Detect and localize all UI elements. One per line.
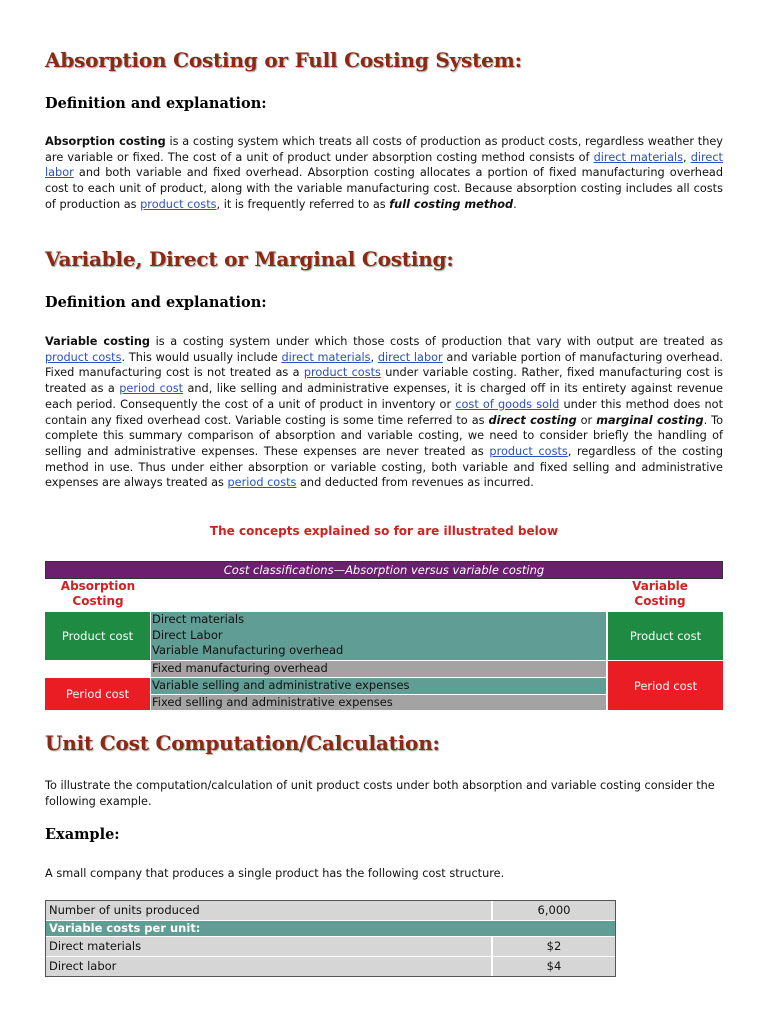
link-product-costs[interactable]: product costs bbox=[303, 366, 381, 380]
row-fixed-manufacturing-overhead: Fixed manufacturing overhead bbox=[151, 661, 606, 677]
table-row bbox=[46, 956, 615, 976]
link-direct-materials[interactable]: direct materials bbox=[281, 350, 371, 364]
term-full-costing-method: full costing method bbox=[389, 197, 514, 211]
link-product-costs[interactable]: product costs bbox=[489, 444, 568, 458]
row-variable-manufacturing-overhead: Variable Manufacturing overhead bbox=[152, 643, 344, 657]
heading-unit-cost-computation: Unit Cost Computation/Calculation: bbox=[45, 731, 440, 755]
text: or bbox=[576, 413, 597, 427]
link-direct-materials[interactable]: direct materials bbox=[593, 150, 684, 164]
subheading-definition-2: Definition and explanation: bbox=[45, 294, 267, 311]
row-direct-materials: Direct materials bbox=[152, 612, 245, 626]
text: under variable costing. Rather, fixed manufacturing cost is treated as a bbox=[45, 366, 723, 396]
link-cost-of-goods-sold[interactable]: cost of goods sold bbox=[455, 397, 560, 411]
text: , bbox=[370, 350, 378, 364]
left-product-cost-cell: Product cost bbox=[45, 612, 150, 660]
text: and, like selling and administrative expenses, it is charged off in its entirety against revenue each period. Consequently the cost of a unit of product in inventory or bbox=[45, 382, 724, 411]
heading-variable-costing: Variable, Direct or Marginal Costing: bbox=[45, 247, 454, 271]
text: . To complete this summary comparison of absorption and variable costing, we need to consider briefly the handling of selling and administrative expenses. These expenses are never treated as bbox=[45, 413, 724, 458]
term-absorption-costing: Absorption costing bbox=[45, 135, 166, 148]
text: , regardless of the costing method in use. Thus under either absorption or variable costing, both variable and fixed selling and administrative expenses are always treated as bbox=[45, 444, 723, 490]
paragraph-variable-costing bbox=[45, 334, 723, 491]
term-marginal-costing: marginal costing bbox=[596, 413, 704, 427]
paragraph-unit-cost-intro: To illustrate the computation/calculation of unit product costs under both absorption and variable costing consider the following example. bbox=[45, 779, 715, 808]
term-variable-costing: Variable costing bbox=[45, 335, 150, 348]
link-direct-labor[interactable]: direct labor bbox=[377, 350, 443, 364]
paragraph-example: A small company that produces a single product has the following cost structure. bbox=[45, 867, 505, 880]
absorption-costing-column-head: Absorption Costing bbox=[60, 579, 136, 608]
cost-classification-table bbox=[45, 561, 723, 709]
table-row bbox=[46, 936, 615, 956]
text: , it is frequently referred to as bbox=[216, 197, 390, 211]
table-row bbox=[46, 901, 615, 920]
table-subheader-row bbox=[46, 920, 615, 936]
text: and deducted from revenues as incurred. bbox=[296, 476, 534, 490]
term-direct-costing: direct costing bbox=[488, 413, 577, 427]
text: and variable portion of manufacturing overhead. Fixed manufacturing cost is not treated as a bbox=[45, 350, 723, 380]
right-product-cost-cell: Product cost bbox=[608, 612, 723, 660]
text: and both variable and fixed overhead. Absorption costing allocates a portion of fixed manufacturing overhead cost to each unit of product, along with the variable manufacturing cost. Because absorption costing includes all costs of production as bbox=[45, 166, 723, 211]
variable-costing-column-head: Variable Costing bbox=[632, 579, 688, 608]
variable-costs-subheader: Variable costs per unit: bbox=[46, 921, 615, 936]
row-variable-selling-admin: Variable selling and administrative expenses bbox=[151, 678, 606, 694]
cell-label: Direct materials bbox=[46, 937, 491, 956]
variable-manufacturing-costs-block bbox=[151, 612, 606, 660]
cell-value: 6,000 bbox=[491, 901, 615, 920]
classification-table-header: Cost classifications—Absorption versus variable costing bbox=[45, 561, 723, 579]
text: is a costing system which treats all costs of production as product costs, regardless weather they are variable or fixed. The cost of a unit of product under absorption costing method consists of bbox=[45, 135, 723, 164]
left-period-cost-cell: Period cost bbox=[45, 678, 150, 710]
concepts-caption: The concepts explained so for are illustrated below bbox=[209, 524, 559, 538]
link-period-cost[interactable]: period cost bbox=[119, 382, 184, 396]
link-product-costs[interactable]: product costs bbox=[140, 197, 217, 211]
row-fixed-selling-admin: Fixed selling and administrative expenses bbox=[151, 695, 606, 710]
text: . This would usually include bbox=[121, 350, 282, 364]
link-period-costs[interactable]: period costs bbox=[227, 476, 297, 490]
cost-structure-table bbox=[45, 900, 616, 977]
cell-value: $4 bbox=[491, 957, 615, 976]
heading-absorption-costing: Absorption Costing or Full Costing System: bbox=[45, 48, 522, 72]
text: under this method does not contain any fixed overhead cost. Variable costing is some time referred to as bbox=[45, 397, 723, 427]
cell-label: Direct labor bbox=[46, 957, 491, 976]
cell-label: Number of units produced bbox=[46, 901, 491, 920]
paragraph-absorption-costing bbox=[45, 134, 723, 213]
cell-value: $2 bbox=[491, 937, 615, 956]
link-product-costs[interactable]: product costs bbox=[45, 350, 122, 364]
link-direct-labor[interactable]: direct labor bbox=[45, 150, 723, 180]
text: , bbox=[683, 150, 691, 164]
row-direct-labor: Direct Labor bbox=[152, 627, 223, 642]
text: . bbox=[513, 197, 517, 211]
subheading-example: Example: bbox=[45, 826, 120, 843]
text: is a costing system under which those costs of production that vary with output are treated as bbox=[150, 335, 723, 348]
right-period-cost-cell: Period cost bbox=[608, 661, 723, 710]
subheading-definition-1: Definition and explanation: bbox=[45, 95, 267, 112]
